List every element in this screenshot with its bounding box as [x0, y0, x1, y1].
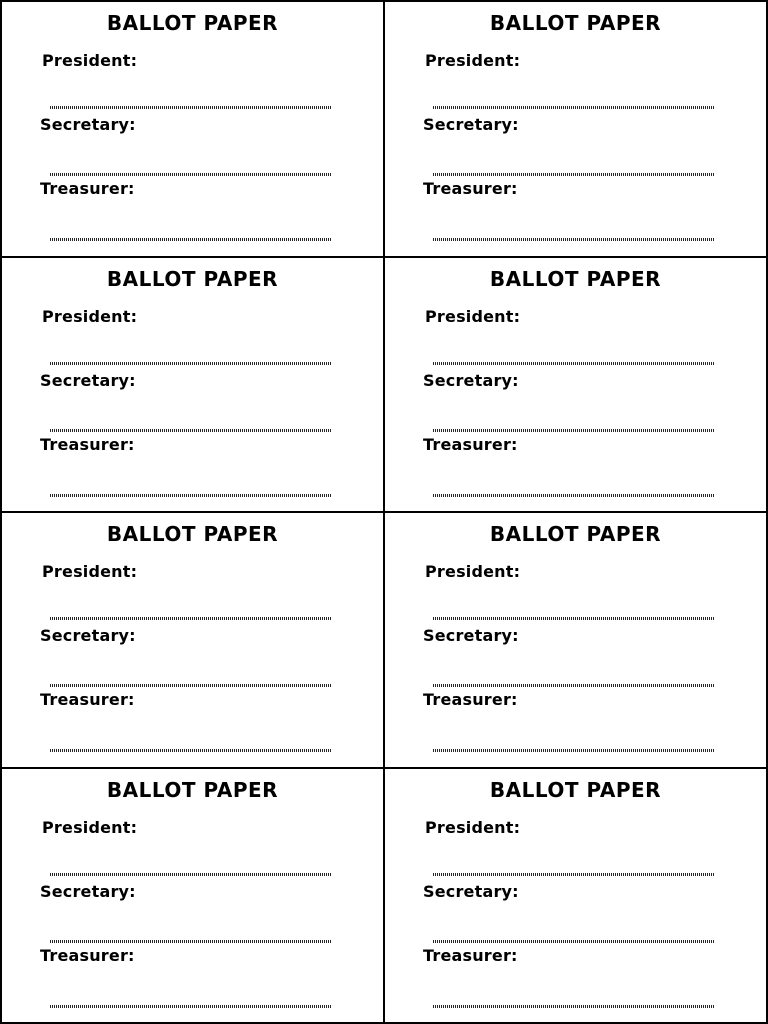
president-label: President: [42, 306, 138, 326]
treasurer-label: Treasurer: [423, 945, 518, 965]
treasurer-label: Treasurer: [40, 945, 135, 965]
treasurer-label: Treasurer: [423, 434, 518, 454]
president-label: President: [425, 306, 521, 326]
president-write-line [50, 617, 332, 620]
ballot-title: BALLOT PAPER [106, 266, 279, 291]
secretary-label: Secretary: [40, 115, 136, 134]
secretary-label: Secretary: [423, 626, 519, 645]
president-write-line [433, 106, 715, 109]
ballot-card [2, 258, 385, 514]
president-label: President: [42, 817, 138, 837]
ballot-title: BALLOT PAPER [489, 522, 662, 546]
secretary-write-line [433, 940, 715, 943]
ballot-card [385, 2, 768, 258]
president-label: President: [425, 562, 521, 581]
secretary-write-line [433, 684, 715, 687]
president-write-line [433, 617, 715, 620]
treasurer-write-line [433, 494, 715, 497]
ballot-title: BALLOT PAPER [106, 11, 279, 35]
ballot-title: BALLOT PAPER [489, 11, 662, 35]
president-label: President: [42, 562, 138, 581]
treasurer-write-line [433, 238, 715, 241]
secretary-label: Secretary: [423, 370, 519, 390]
president-write-line [433, 362, 715, 365]
ballot-card [2, 2, 385, 258]
secretary-label: Secretary: [40, 626, 136, 645]
president-label: President: [425, 817, 521, 837]
ballot-card [2, 513, 385, 769]
secretary-write-line [50, 429, 332, 432]
ballot-card [385, 513, 768, 769]
secretary-label: Secretary: [423, 881, 519, 901]
ballot-title: BALLOT PAPER [489, 266, 662, 291]
ballot-card [385, 258, 768, 514]
treasurer-write-line [50, 238, 332, 241]
treasurer-label: Treasurer: [40, 690, 135, 709]
president-label: President: [42, 51, 138, 70]
treasurer-label: Treasurer: [40, 179, 135, 198]
treasurer-label: Treasurer: [423, 690, 518, 709]
president-write-line [50, 873, 332, 876]
secretary-write-line [50, 173, 332, 176]
ballot-title: BALLOT PAPER [106, 522, 279, 546]
secretary-write-line [433, 429, 715, 432]
secretary-label: Secretary: [40, 370, 136, 390]
president-label: President: [425, 51, 521, 70]
ballot-card [385, 769, 768, 1024]
ballot-title: BALLOT PAPER [106, 777, 279, 802]
ballot-title: BALLOT PAPER [489, 777, 662, 802]
treasurer-write-line [50, 749, 332, 752]
president-write-line [433, 873, 715, 876]
secretary-write-line [433, 173, 715, 176]
secretary-write-line [50, 684, 332, 687]
president-write-line [50, 362, 332, 365]
treasurer-write-line [433, 749, 715, 752]
president-write-line [50, 106, 332, 109]
secretary-write-line [50, 940, 332, 943]
treasurer-write-line [433, 1005, 715, 1008]
treasurer-write-line [50, 1005, 332, 1008]
ballot-card [2, 769, 385, 1024]
treasurer-label: Treasurer: [40, 434, 135, 454]
secretary-label: Secretary: [40, 881, 136, 901]
secretary-label: Secretary: [423, 115, 519, 134]
treasurer-write-line [50, 494, 332, 497]
treasurer-label: Treasurer: [423, 179, 518, 198]
